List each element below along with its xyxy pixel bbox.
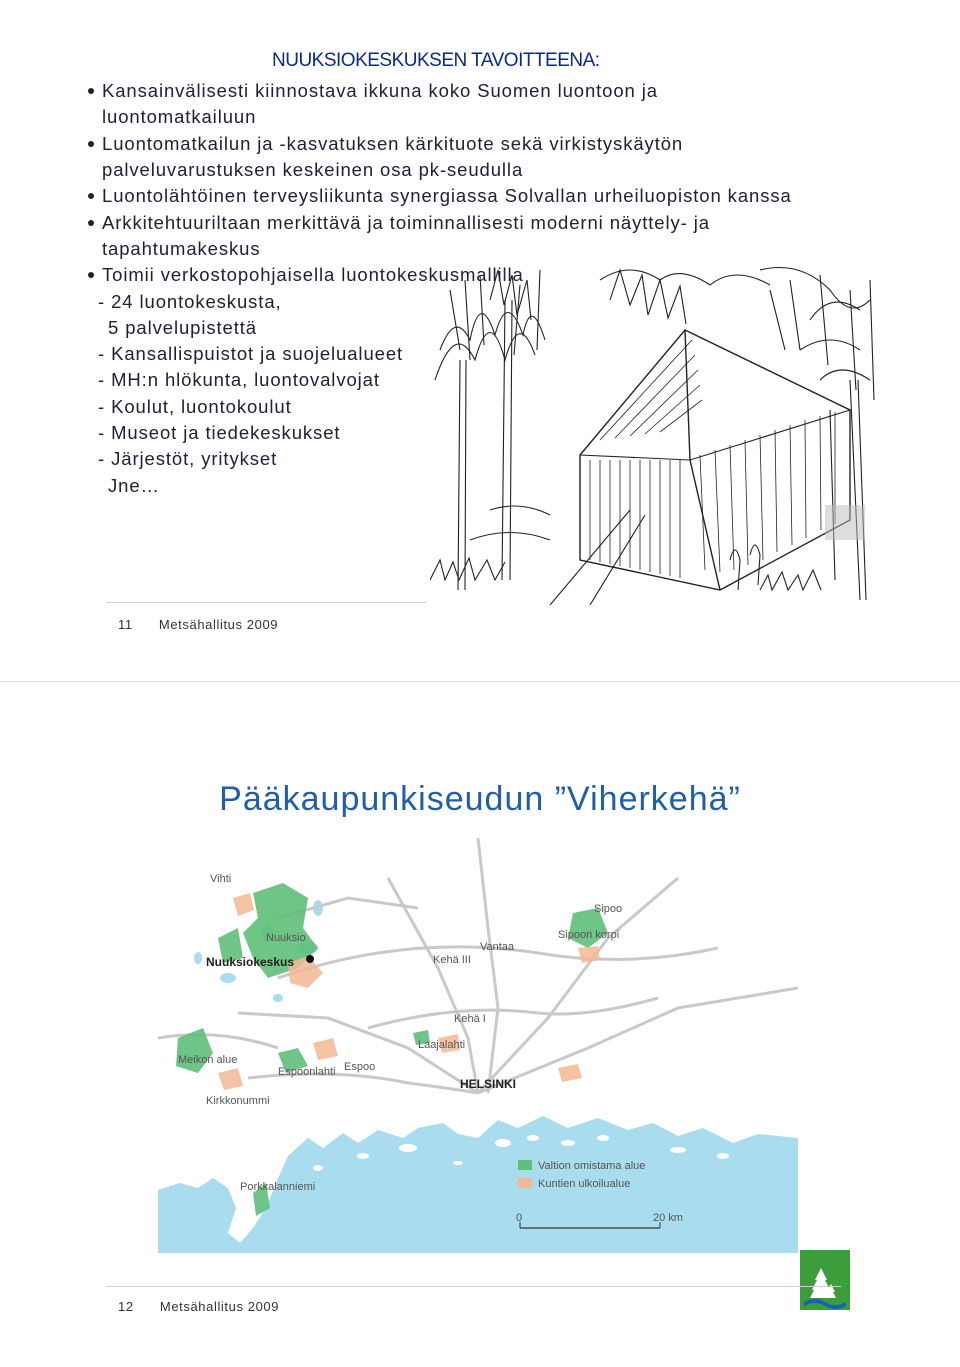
bullet-dot-icon [88,141,94,147]
label-meikon: Meikon alue [178,1054,238,1066]
footer-org: Metsähallitus 2009 [159,1299,280,1314]
bullet-text: - Koulut, luontokoulut [98,395,292,417]
bullet-line [88,236,888,262]
bullet-line [88,394,888,420]
bullet-line [88,104,888,130]
bullet-text: - Kansallispuistot ja suojelualueet [98,343,404,365]
footer-rule [106,1286,841,1287]
legend-swatch-municipal [518,1178,532,1188]
bullet-line [88,367,888,393]
bullet-text: Jne… [108,474,160,496]
bullet-text: - Museot ja tiedekeskukset [98,422,341,443]
bullet-line [88,157,888,183]
bullet-text: Luontomatkailun ja -kasvatuksen kärkituote sekä virkistyskäytön [102,132,684,154]
bullet-item [88,78,888,104]
bullet-line [88,341,888,367]
bullet-text: Kansainvälisesti kiinnostava ikkuna koko Suomen luontoon ja [102,80,658,102]
bullet-dot-icon [88,272,94,278]
bullet-text: tapahtumakeskus [102,237,261,259]
label-keha-iii: Kehä III [433,954,471,966]
bullet-item [88,183,888,209]
scale-end: 20 km [653,1212,683,1224]
slide-12 [0,684,960,1367]
label-nuuksiokeskus: Nuuksiokeskus [206,955,295,969]
bullet-text: - MH:n hlökunta, luontovalvojat [98,369,380,391]
label-vihti: Vihti [210,873,232,885]
slide-footer [118,617,278,632]
legend-label-state: Valtion omistama alue [538,1160,646,1172]
bullet-text: luontomatkailuun [102,106,257,128]
slide-title: Pääkaupunkiseudun ”Viherkehä” [219,780,741,818]
bullet-line [88,446,888,472]
footer-org: Metsähallitus 2009 [158,617,279,632]
scale-start: 0 [516,1212,523,1224]
page-divider [0,681,960,682]
bullet-text: - Järjestöt, yritykset [98,448,278,470]
legend-swatch-state [518,1160,532,1170]
page-number: 11 [118,617,133,632]
bullet-item [88,131,888,157]
bullet-text: - 24 luontokeskusta, [98,290,282,312]
bullet-line [88,472,888,498]
slide-footer [118,1299,279,1314]
label-keha-i: Kehä I [454,1013,486,1025]
nuuksiokeskus-marker [306,955,314,963]
label-espoonlahti: Espoonlahti [278,1066,336,1078]
bullet-text: Luontolähtöinen terveysliikunta synergiassa Solvallan urheiluopiston kanssa [102,185,792,207]
label-espoo: Espoo [344,1061,376,1073]
label-kirkkonummi: Kirkkonummi [206,1095,270,1107]
legend-label-municipal: Kuntien ulkoilualue [538,1178,631,1190]
bullet-list [88,78,888,499]
label-helsinki: HELSINKI [460,1077,517,1091]
bullet-dot-icon [88,193,94,199]
bullet-text: Arkkitehtuuriltaan merkittävä ja toiminnallisesti moderni näyttely- ja [102,211,710,233]
label-laajalahti: Laajalahti [418,1039,466,1051]
bullet-text: 5 palvelupistettä [108,316,258,338]
bullet-dot-icon [88,220,94,226]
bullet-line [88,315,888,341]
metsahallitus-logo-icon [800,1250,850,1310]
label-sipoo: Sipoo [594,903,623,915]
bullet-line [88,420,888,446]
bullet-text: Toimii verkostopohjaisella luontokeskusmallilla [102,264,524,286]
label-porkkala: Porkkalanniemi [240,1181,316,1193]
slide-title: NUUKSIOKESKUKSEN TAVOITTEENA: [272,50,600,71]
footer-rule [106,602,426,603]
bullet-dot-icon [88,88,94,94]
bullet-item [88,262,888,288]
bullet-text: palveluvarustuksen keskeinen osa pk-seudulla [102,159,524,181]
label-nuuksio: Nuuksio [266,932,306,944]
green-belt-map [158,838,798,1253]
label-sipoonkorpi: Sipoon korpi [558,929,620,941]
bullet-item [88,209,888,235]
page-number: 12 [118,1299,134,1314]
label-vantaa: Vantaa [480,941,515,953]
bullet-line [88,288,888,314]
slide-11 [0,0,960,680]
